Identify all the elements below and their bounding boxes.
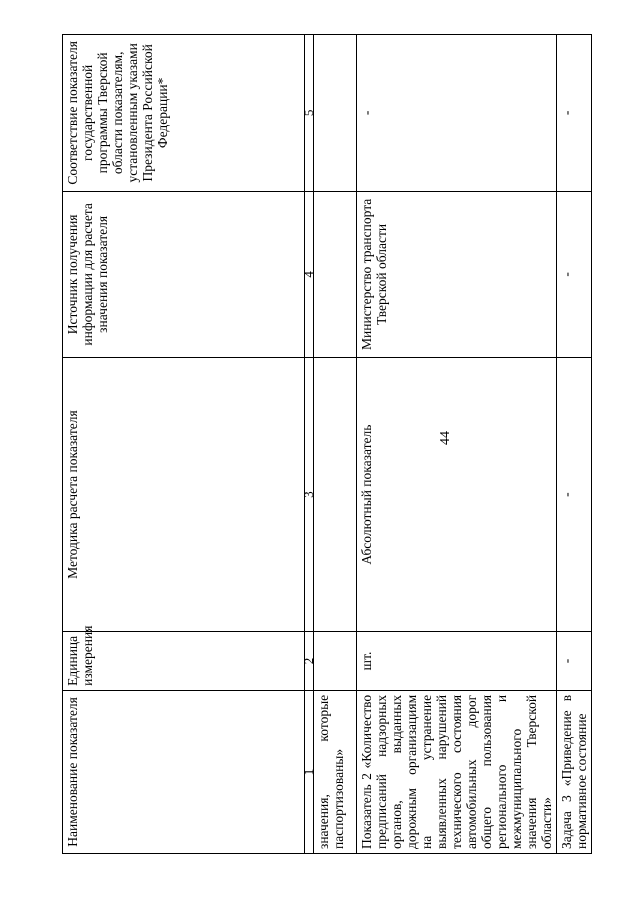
indicator-name-cell: Показатель 2 «Количество предписаний надзорных органов, выданных дорожным организациям на устранение выявленных нарушений технического состояния автомобильных дорог общего пользования регионального и межмуниципального значения Тверской области» bbox=[357, 690, 557, 853]
source-cell: Министерство транспорта Тверской области bbox=[357, 191, 557, 357]
unit-cell: шт. bbox=[357, 632, 557, 691]
method-cell: Абсолютный показатель bbox=[357, 358, 557, 632]
source-cell bbox=[314, 191, 357, 357]
method-cell bbox=[314, 358, 357, 632]
column-number: 2 bbox=[305, 632, 314, 691]
header-method: Методика расчета показателя bbox=[63, 358, 305, 632]
table-row bbox=[314, 35, 357, 854]
header-unit: Единица измерения bbox=[63, 632, 305, 691]
page-number: 44 bbox=[438, 431, 453, 445]
column-number: 4 bbox=[305, 191, 314, 357]
source-cell: - bbox=[557, 191, 592, 357]
header-row bbox=[63, 35, 305, 854]
compliance-cell: - bbox=[357, 35, 557, 192]
column-number: 5 bbox=[305, 35, 314, 192]
indicators-table-container bbox=[62, 34, 589, 854]
indicators-table bbox=[62, 34, 592, 854]
table-row bbox=[557, 35, 592, 854]
unit-cell bbox=[314, 632, 357, 691]
header-compliance: Соответствие показателя государственной программы Тверской области показателям, установленным указами Президента Российской Федерации* bbox=[63, 35, 305, 192]
column-number: 3 bbox=[305, 358, 314, 632]
column-number: 1 bbox=[305, 690, 314, 853]
header-indicator-name: Наименование показателя bbox=[63, 690, 305, 853]
header-source: Источник получения информации для расчета значения показателя bbox=[63, 191, 305, 357]
compliance-cell: - bbox=[557, 35, 592, 192]
column-number-row bbox=[305, 35, 314, 854]
compliance-cell bbox=[314, 35, 357, 192]
table-row bbox=[357, 35, 557, 854]
indicator-name-cell: Задача 3 «Приведение в нормативное состояние bbox=[557, 690, 592, 853]
unit-cell: - bbox=[557, 632, 592, 691]
indicator-name-cell: значения, которые паспортизованы» bbox=[314, 690, 357, 853]
method-cell: - bbox=[557, 358, 592, 632]
